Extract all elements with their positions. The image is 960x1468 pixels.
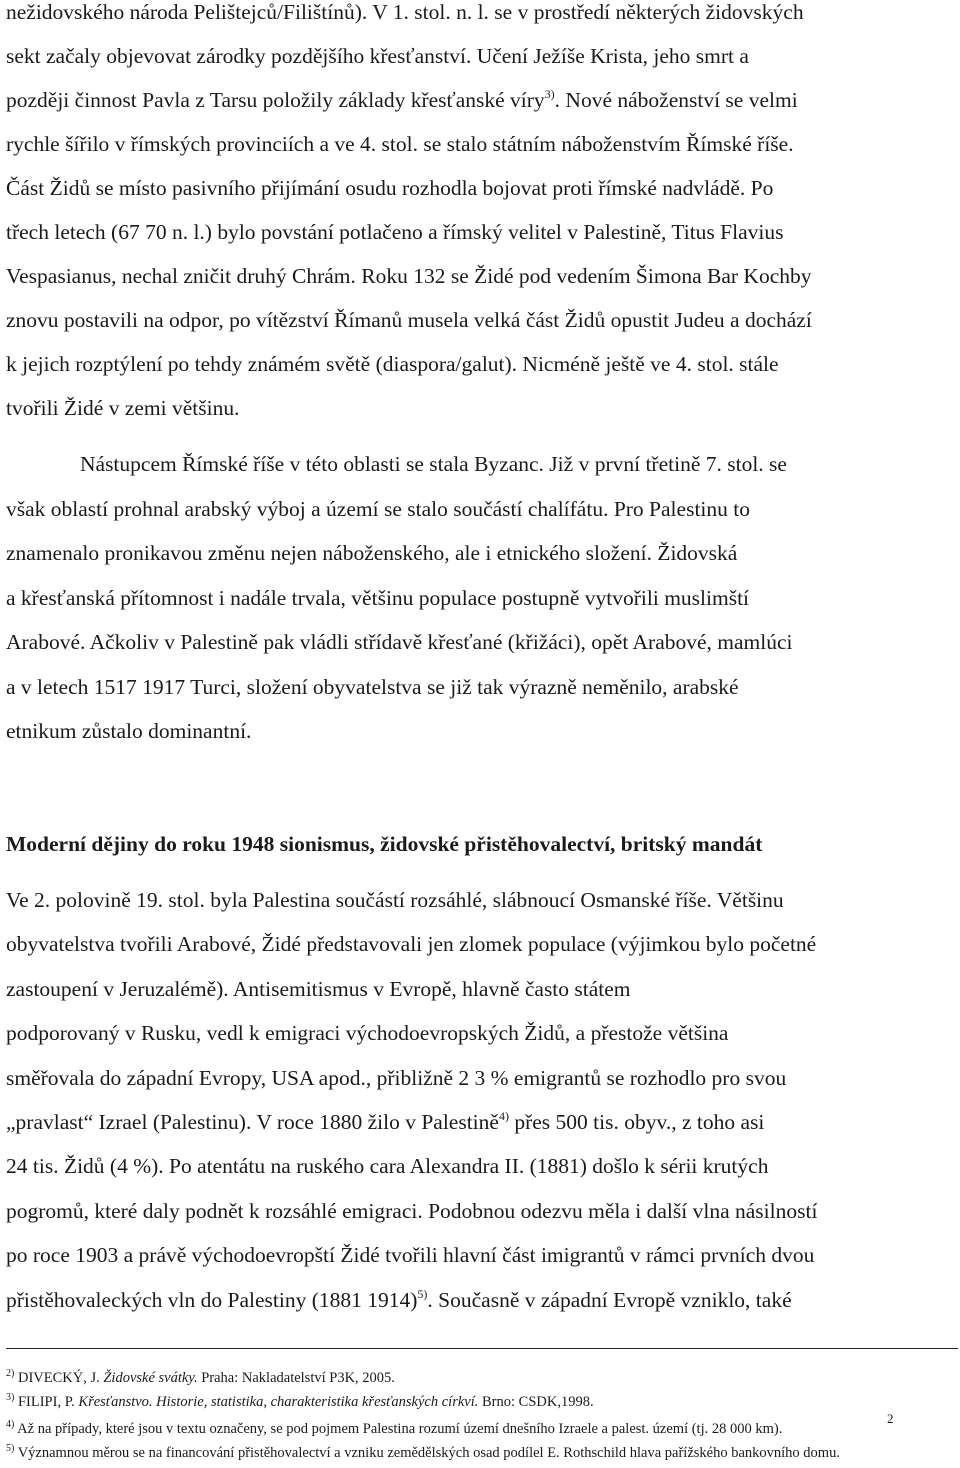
body-text: . Současně v západní Evropě vzniklo, také	[427, 1288, 792, 1312]
body-line: a v letech 1517 1917 Turci, složení obyvatelstva se již tak výrazně neměnilo, arabské	[6, 675, 739, 699]
body-line: nežidovského národa Pelištejců/Filištínů). V 1. stol. n. l. se v prostředí některých židovských	[6, 0, 804, 24]
body-line: Arabové. Ačkoliv v Palestině pak vládli střídavě křesťané (křižáci), opět Arabové, mamlúci	[6, 630, 793, 654]
body-text: přistěhovaleckých vln do Palestiny (1881 1914)	[6, 1288, 418, 1312]
footnote-title: Židovské svátky.	[103, 1370, 198, 1386]
footnote-number: 5)	[6, 1443, 15, 1454]
body-line: však oblastí prohnal arabský výboj a území se stalo součástí chalífátu. Pro Palestinu to	[6, 497, 750, 521]
body-line: podporovaný v Rusku, vedl k emigraci východoevropských Židů, a přestože většina	[6, 1021, 729, 1045]
footnote-number: 2)	[6, 1368, 15, 1379]
body-line	[6, 88, 798, 112]
footnote-separator	[6, 1348, 958, 1349]
footnote-number: 4)	[6, 1419, 15, 1430]
page-number: 2	[887, 1411, 894, 1426]
footnote-number: 3)	[6, 1392, 15, 1403]
body-line: Ve 2. polovině 19. stol. byla Palestina součástí rozsáhlé, slábnoucí Osmanské říše. Většinu	[6, 888, 784, 912]
body-line: znamenalo pronikavou změnu nejen náboženského, ale i etnického složení. Židovská	[6, 541, 738, 565]
body-line: pogromů, které daly podnět k rozsáhlé emigraci. Podobnou odezvu měla i další vlna násilností	[6, 1199, 818, 1223]
footnote	[6, 1370, 395, 1387]
body-line: obyvatelstva tvořili Arabové, Židé představovali jen zlomek populace (výjimkou bylo početné	[6, 932, 817, 956]
body-text: přes 500 tis. obyv., z toho asi	[508, 1110, 765, 1134]
body-line: třech letech (67 70 n. l.) bylo povstání potlačeno a římský velitel v Palestině, Titus Flavius	[6, 220, 784, 244]
body-text: později činnost Pavla z Tarsu položily základy křesťanské víry	[6, 88, 545, 112]
footnote-reference: 5)	[417, 1287, 428, 1301]
body-line: sekt začaly objevovat zárodky pozdějšího křesťanství. Učení Ježíše Krista, jeho smrt a	[6, 44, 749, 68]
body-line: zastoupení v Jeruzalémě). Antisemitismus v Evropě, hlavně často státem	[6, 977, 631, 1001]
footnote-text: DIVECKÝ, J.	[14, 1370, 104, 1386]
footnote-reference: 4)	[498, 1109, 509, 1123]
body-line: etnikum zůstalo dominantní.	[6, 719, 252, 743]
section-heading: Moderní dějiny do roku 1948 sionismus, židovské přistěhovalectví, britský mandát	[6, 832, 763, 856]
body-line: směřovala do západní Evropy, USA apod., přibližně 2 3 % emigrantů se rozhodlo pro svou	[6, 1066, 787, 1090]
body-line: tvořili Židé v zemi většinu.	[6, 396, 240, 420]
body-line: Nástupcem Římské říše v této oblasti se stala Byzanc. Již v první třetině 7. stol. se	[80, 452, 787, 476]
body-line: Část Židů se místo pasivního přijímání osudu rozhodla bojovat proti římské nadvládě. Po	[6, 176, 774, 200]
body-line: rychle šířilo v římských provinciích a ve 4. stol. se stalo státním náboženstvím Římské říše.	[6, 132, 794, 156]
footnote-text: Praha: Nakladatelství P3K, 2005.	[197, 1370, 395, 1386]
footnote-reference: 3)	[544, 87, 555, 101]
body-line	[6, 1110, 764, 1134]
footnote-text: Brno: CSDK,1998.	[478, 1394, 594, 1410]
body-line	[6, 1288, 792, 1312]
footnote	[6, 1421, 782, 1438]
footnote-title: Křesťanstvo. Historie, statistika, charakteristika křesťanských církví.	[78, 1394, 479, 1410]
footnote-text: Významnou měrou se na financování přistěhovalectví a vzniku zemědělských osad podílel E. Rothschild hlava pařížského bankovního domu.	[14, 1445, 840, 1461]
footnote	[6, 1394, 594, 1411]
body-line: k jejich rozptýlení po tehdy známém světě (diaspora/galut). Nicméně ještě ve 4. stol. stále	[6, 352, 779, 376]
footnote-text: Až na případy, které jsou v textu označeny, se pod pojmem Palestina rozumí území dnešního Izraele a palest. území (tj. 28 000 km	[14, 1421, 774, 1437]
body-text: . Nové náboženství se velmi	[554, 88, 798, 112]
footnote-text: ).	[773, 1421, 783, 1437]
footnote	[6, 1445, 840, 1462]
body-line: po roce 1903 a právě východoevropští Židé tvořili hlavní část imigrantů v rámci prvních dvou	[6, 1243, 815, 1267]
body-line: znovu postavili na odpor, po vítězství Římanů musela velká část Židů opustit Judeu a dochází	[6, 308, 812, 332]
footnote-text: FILIPI, P.	[14, 1394, 79, 1410]
body-text: „pravlast“ Izrael (Palestinu). V roce 1880 žilo v Palestině	[6, 1110, 499, 1134]
body-line: 24 tis. Židů (4 %). Po atentátu na ruského cara Alexandra II. (1881) došlo k sérii krutých	[6, 1154, 769, 1178]
body-line: Vespasianus, nechal zničit druhý Chrám. Roku 132 se Židé pod vedením Šimona Bar Kochby	[6, 264, 812, 288]
body-line: a křesťanská přítomnost i nadále trvala, většinu populace postupně vytvořili muslimští	[6, 586, 750, 610]
